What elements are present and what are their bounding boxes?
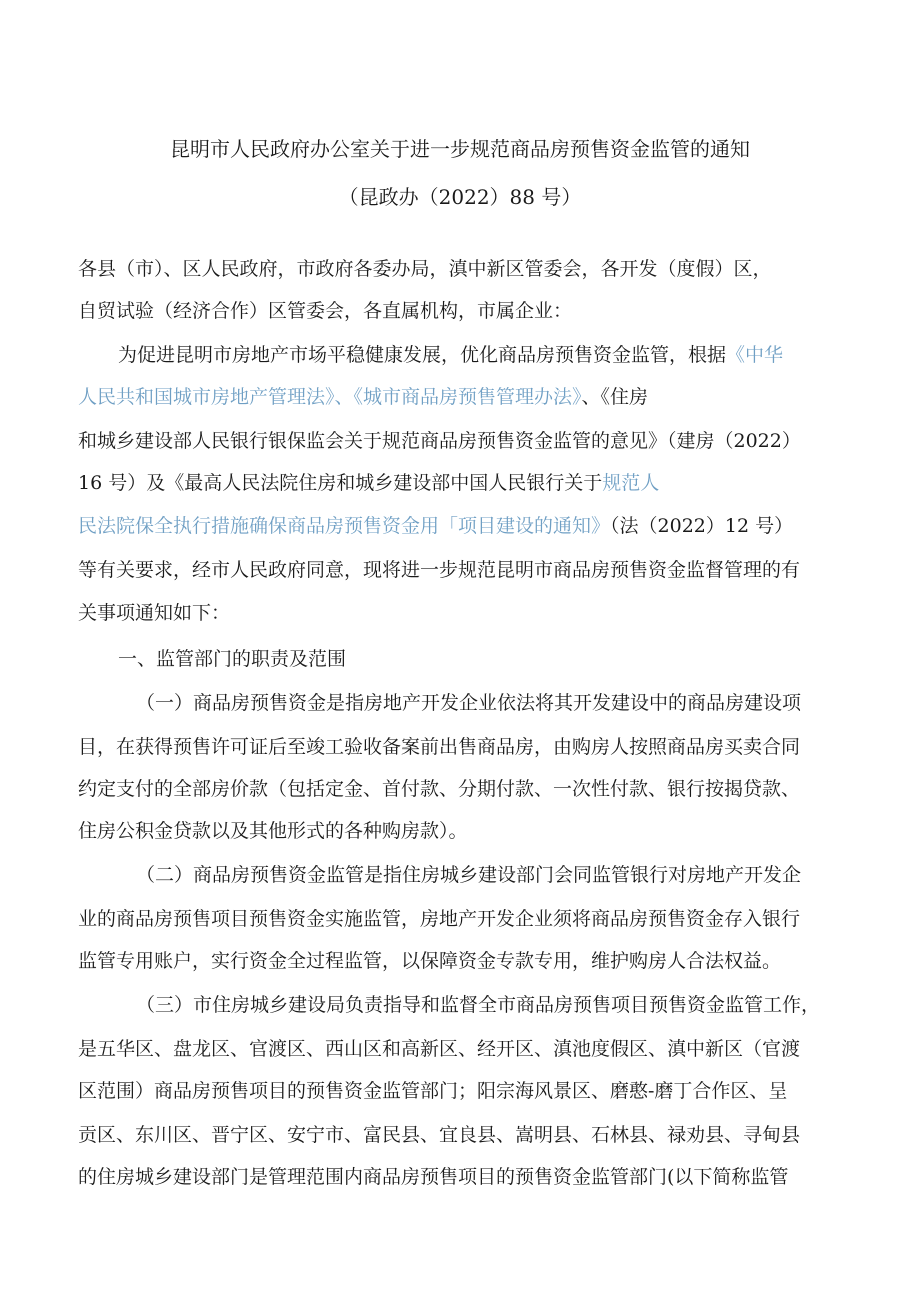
item1-line-3: 约定支付的全部房价款（包括定金、首付款、分期付款、一次性付款、银行按揭贷款、 [78, 778, 801, 800]
section-heading: 一、监管部门的职责及范围 [118, 648, 347, 670]
intro-line-1 [118, 342, 783, 368]
item1-line-4: 住房公积金贷款以及其他形式的各种购房款）。 [78, 820, 468, 842]
intro-text: 、《住房 [581, 386, 649, 408]
presale-measures-link[interactable]: 《城市商品房预售管理办法》 [353, 386, 582, 408]
item3-line-2: 是五华区、盘龙区、官渡区、西山区和高新区、经开区、滇池度假区、滇中新区（官渡 [78, 1038, 801, 1060]
item2-line-3: 监管专用账户，实行资金全过程监管，以保障资金专款专用，维护购房人合法权益。 [78, 950, 782, 972]
addressee-line-1: 各县（市）、区人民政府，市政府各委办局，滇中新区管委会，各开发（度假）区， [78, 258, 772, 280]
item3-line-4: 贡区、东川区、晋宁区、安宁市、富民县、宜良县、嵩明县、石林县、禄劝县、寻甸县 [78, 1124, 801, 1146]
law-link-start[interactable]: 《中华 [726, 344, 784, 366]
intro-text: （法（2022）12 号） [610, 515, 794, 537]
addressee-line-2: 自贸试验（经济合作）区管委会，各直属机构，市属企业： [78, 300, 573, 322]
item1-line-2: 目，在获得预售许可证后至竣工验收备案前出售商品房，由购房人按照商品房买卖合同 [78, 736, 801, 758]
item2-line-1: （二）商品房预售资金监管是指住房城乡建设部门会同监管银行对房地产开发企 [136, 864, 802, 886]
intro-line-4 [78, 470, 659, 496]
intro-line-7: 关事项通知如下： [78, 602, 231, 624]
item1-line-1: （一）商品房预售资金是指房地产开发企业依法将其开发建设中的商品房建设项 [136, 692, 802, 714]
document-title: 昆明市人民政府办公室关于进一步规范商品房预售资金监管的通知 [170, 137, 750, 161]
court-notice-link-start[interactable]: 规范人 [602, 472, 660, 494]
item3-line-1: （三）市住房城乡建设局负责指导和监督全市商品房预售项目预售资金监管工作， [136, 994, 821, 1016]
document-number: （昆政办（2022）88 号） [338, 185, 582, 209]
intro-line-6: 等有关要求，经市人民政府同意，现将进一步规范昆明市商品房预售资金监督管理的有 [78, 559, 801, 581]
item2-line-2: 业的商品房预售项目预售资金实施监管，房地产开发企业须将商品房预售资金存入银行 [78, 908, 801, 930]
link-separator: 、 [334, 386, 354, 408]
court-notice-link[interactable]: 民法院保全执行措施确保商品房预售资金用「项目建设的通知》 [78, 515, 611, 537]
intro-text: 16 号）及《最高人民法院住房和城乡建设部中国人民银行关于 [78, 472, 603, 494]
item3-line-3: 区范围）商品房预售项目的预售资金监管部门；阳宗海风景区、磨憨-磨丁合作区、呈 [78, 1080, 788, 1102]
intro-line-3: 和城乡建设部人民银行银保监会关于规范商品房预售资金监管的意见》（建房（2022） [78, 430, 801, 452]
real-estate-law-link[interactable]: 人民共和国城市房地产管理法》 [78, 386, 335, 408]
intro-line-2 [78, 384, 648, 410]
item3-line-5: 的住房城乡建设部门是管理范围内商品房预售项目的预售资金监管部门(以下简称监管 [78, 1166, 789, 1188]
intro-line-5 [78, 513, 793, 539]
intro-text: 为促进昆明市房地产市场平稳健康发展，优化商品房预售资金监管，根据 [118, 344, 727, 366]
